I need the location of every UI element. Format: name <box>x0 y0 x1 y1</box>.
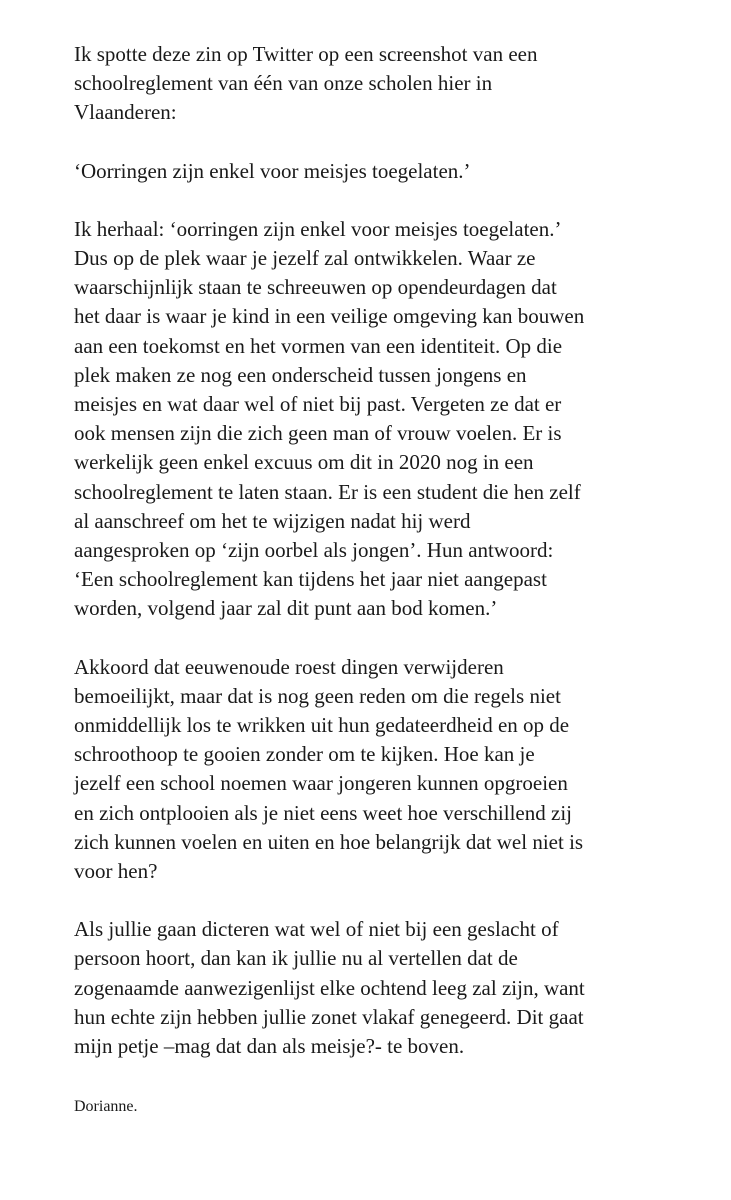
paragraph-argument <box>74 215 714 624</box>
text-line: Dus op de plek waar je jezelf zal ontwikkelen. Waar ze <box>74 246 536 271</box>
text-line: mijn petje –mag dat dan als meisje?- te boven. <box>74 1034 465 1059</box>
text-line: Vlaanderen: <box>74 100 177 125</box>
text-line: schoolreglement van één van onze scholen hier in <box>74 71 493 96</box>
paragraph-critique <box>74 653 714 887</box>
text-line: bemoeilijkt, maar dat is nog geen reden om die regels niet <box>74 683 561 708</box>
text-line: ‘Een schoolreglement kan tijdens het jaar niet aangepast <box>74 567 547 592</box>
text-line: Als jullie gaan dicteren wat wel of niet bij een geslacht of <box>74 917 559 942</box>
text-line: zogenaamde aanwezigenlijst elke ochtend leeg zal zijn, want <box>74 975 585 1000</box>
text-line: het daar is waar je kind in een veilige omgeving kan bouwen <box>74 304 585 329</box>
paragraph-quote <box>74 157 714 186</box>
text-line: en zich ontplooien als je niet eens weet hoe verschillend zij <box>74 800 572 825</box>
signature: Dorianne. <box>74 1098 138 1116</box>
text-line: persoon hoort, dan kan ik jullie nu al vertellen dat de <box>74 946 518 971</box>
text-line: al aanschreef om het te wijzigen nadat hij werd <box>74 508 471 533</box>
text-line: onmiddellijk los te wrikken uit hun gedateerdheid en op de <box>74 713 570 738</box>
text-line: hun echte zijn hebben jullie zonet vlakaf genegeerd. Dit gaat <box>74 1004 584 1029</box>
text-line: zich kunnen voelen en uiten en hoe belangrijk dat wel niet is <box>74 829 584 854</box>
text-line: waarschijnlijk staan te schreeuwen op opendeurdagen dat <box>74 275 557 300</box>
text-line: worden, volgend jaar zal dit punt aan bod komen.’ <box>74 596 498 621</box>
text-line: plek maken ze nog een onderscheid tussen jongens en <box>74 362 527 387</box>
text-line: voor hen? <box>74 859 158 884</box>
text-line: meisjes en wat daar wel of niet bij past. Vergeten ze dat er <box>74 392 562 417</box>
text-line: aangesproken op ‘zijn oorbel als jongen’. Hun antwoord: <box>74 538 554 563</box>
text-line: Ik spotte deze zin op Twitter op een screenshot van een <box>74 42 538 66</box>
text-line: Ik herhaal: ‘oorringen zijn enkel voor meisjes toegelaten.’ <box>74 216 562 241</box>
text-line: schroothoop te gooien zonder om te kijken. Hoe kan je <box>74 742 535 767</box>
text-line: Akkoord dat eeuwenoude roest dingen verwijderen <box>74 654 504 679</box>
text-line: schoolreglement te laten staan. Er is een student die hen zelf <box>74 479 581 504</box>
text-line: jezelf een school noemen waar jongeren kunnen opgroeien <box>74 771 568 796</box>
text-line: ‘Oorringen zijn enkel voor meisjes toegelaten.’ <box>74 158 471 183</box>
text-line: aan een toekomst en het vormen van een identiteit. Op die <box>74 333 563 358</box>
letter-document <box>74 40 714 1117</box>
paragraph-intro <box>74 40 714 128</box>
text-line: ook mensen zijn die zich geen man of vrouw voelen. Er is <box>74 421 562 446</box>
text-line: werkelijk geen enkel excuus om dit in 2020 nog in een <box>74 450 534 475</box>
paragraph-conclusion <box>74 915 714 1061</box>
